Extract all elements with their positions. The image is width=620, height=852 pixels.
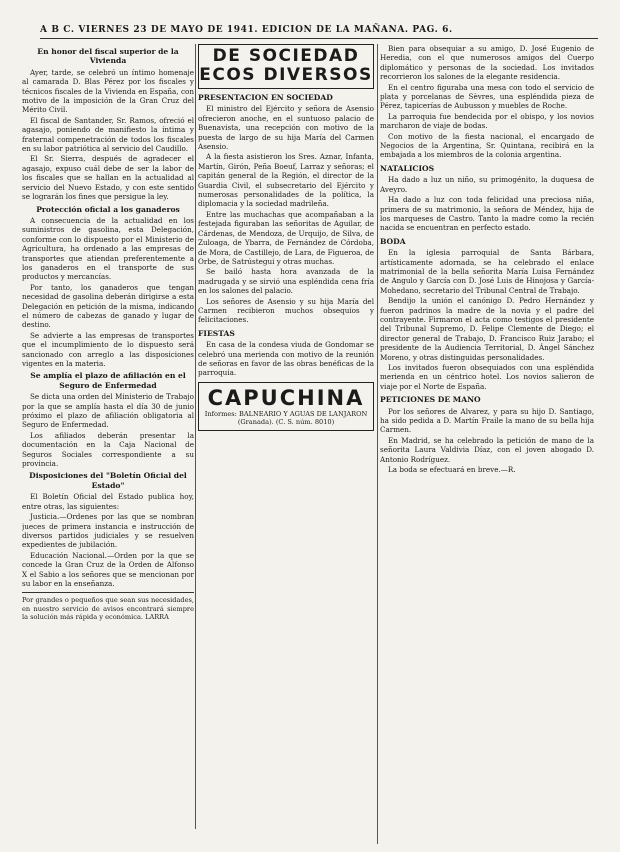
headline-boda: BODA (380, 236, 406, 246)
headline-vivienda: En honor del fiscal superior de la Vivienda (37, 47, 179, 66)
paragraph: Ayer, tarde, se celebró un íntimo homenaje al camarada D. Blas Pérez por los fiscales y técnicos fiscales de la Vivienda en España, con motivo de la imposición de la Gran Cruz del Mérito Civil. (22, 67, 194, 115)
paragraph: Se bailó hasta hora avanzada de la madrugada y se sirvió una espléndida cena fría en los salones del palacio. (198, 267, 374, 296)
headline-presentacion: PRESENTACION EN SOCIEDAD (198, 93, 333, 102)
header-text: A B C. VIERNES 23 DE MAYO DE 1941. EDICION DE LA MAÑANA. PAG. 6. (40, 25, 453, 35)
banner-title-1: DE SOCIEDAD (212, 46, 360, 66)
paragraph: Bendijo la unión el canónigo D. Pedro Hernández y fueron padrinos la madre de la novia y el padre del contrayente. Firmaron el acta como testigos el presidente del Tribunal Supremo, D. Felipe Clemente de Diego; el director general de Trabajo, D. Francisco Ruiz Jarabo; el presidente de la Audiencia Territorial, D. Ángel Sánchez Moreno, y otras distinguidas personalidades. (380, 296, 594, 362)
paragraph: Los señores de Asensio y su hija María del Carmen recibieron muchos obsequios y felicitaciones. (198, 296, 374, 325)
paragraph: A la fiesta asistieron los Sres. Aznar, Infanta, Martín, Girón, Peña Boeuf, Larraz y señoras; el capitán general de la Región, el director de la Guardia Civil, el subsecretario del Ejército y numerosas personalidades de la política, la diplomacia y la sociedad madrileña. (198, 152, 374, 209)
paragraph: Los invitados fueron obsequiados con una espléndida merienda en un céntrico hotel. Los novios salieron de viaje por el Norte de España. (380, 363, 594, 391)
paragraph: En el centro figuraba una mesa con todo el servicio de plata y porcelanas de Sèvres, una espléndida pieza de Pérez, tapicerías de Aubusson y muebles de Roche. (380, 82, 594, 111)
banner-title-2: ECOS DIVERSOS (199, 65, 373, 85)
paragraph: Se dicta una orden del Ministerio de Trabajo por la que se amplía hasta el día 30 de junio próximo el plazo de afiliación obligatoria al Seguro de Enfermedad. (22, 392, 194, 430)
column-center (198, 44, 374, 844)
paragraph: Bien para obsequiar a su amigo, D. José Eugenio de Heredia, con el que numerosos amigos del Cuerpo diplomático y personas de la sociedad. Los invitados recorrieron los salones de la elegante residencia. (380, 44, 594, 82)
headline-fiestas: FIESTAS (198, 328, 235, 338)
paragraph: Entre las muchachas que acompañaban a la festejada figuraban las señoritas de Aguilar, de Cárdenas, de Mendoza, de Urquijo, de Silva, de Zuloaga, de Ybarra, de Fernández de Córdoba, de Mora, de Castillejo, de Lara, de Figueroa, de Orbe, de Satrústegui y otras muchas. (198, 209, 374, 266)
paragraph: Ha dado a luz con toda felicidad una preciosa niña, primera de su matrimonio, la señora de Méndez, hija de los marqueses de Castro. Tanto la madre como la recién nacida se encuentran en perfecto estado. (380, 195, 594, 233)
ad-text: Informes: BALNEARIO Y AGUAS DE LANJARON (Granada). (C. S. núm. 8010) (204, 409, 368, 427)
paragraph: El fiscal de Santander, Sr. Ramos, ofreció el agasajo, poniendo de manifiesto la íntima y fraternal compenetración de todos los fiscales en su labor patriótica al servicio del Caudillo. (22, 115, 194, 154)
footer-note: Por grandes o pequeños que sean sus necesidades, en nuestro servicio de avisos encontrará siempre la solución más rápida y económica. LARRA (22, 592, 194, 621)
column-divider-2 (377, 44, 378, 844)
page-header (40, 22, 598, 39)
paragraph: Se advierte a las empresas de transportes que el incumplimiento de lo dispuesto será sancionado con arreglo a las disposiciones vigentes en la materia. (22, 330, 194, 368)
paragraph: Por los señores de Alvarez, y para su hijo D. Santiago, ha sido pedida a D. Martín Fraile la mano de su bella hija Carmen. (380, 406, 594, 435)
paragraph: Justicia.—Ordenes por las que se nombran jueces de primera instancia e instrucción de diversos partidos judiciales y se resuelven expedientes de jubilación. (22, 512, 194, 550)
headline-peticiones: PETICIONES DE MANO (380, 395, 481, 405)
section-banner (198, 44, 374, 89)
headline-boletin: Disposiciones del "Boletín Oficial del Estado" (29, 471, 187, 490)
column-left (22, 44, 194, 844)
paragraph: En Madrid, se ha celebrado la petición de mano de la señorita Laura Valdivia Díaz, con el joven abogado D. Antonio Rodríguez. (380, 435, 594, 464)
paragraph: Los afiliados deberán presentar la documentación en la Caja Nacional de Seguros Sociales correspondiente a su provincia. (22, 430, 194, 469)
paragraph: El Sr. Sierra, después de agradecer el agasajo, expuso cuál debe de ser la labor de los fiscales que se hallan en la actualidad al servicio del Nuevo Estado, y con este sentido se lograrán los fines que persigue la ley. (22, 154, 194, 202)
advertisement-box (198, 382, 374, 431)
paragraph: A consecuencia de la actualidad en los suministros de gasolina, esta Delegación, conforme con lo dispuesto por el Ministerio de Agricultura, ha ordenado a las empresas de transportes que atiendan preferentemente a los ganaderos en el transporte de sus productos y mercancías. (22, 215, 194, 282)
headline-ganaderos: Protección oficial a los ganaderos (36, 204, 180, 214)
paragraph: La parroquia fue bendecida por el obispo, y los novios marcharon de viaje de bodas. (380, 111, 594, 131)
paragraph: En la iglesia parroquial de Santa Bárbara, artísticamente adornada, se ha celebrado el enlace matrimonial de la bella señorita María Luisa Fernández de Angulo y García con D. José Luis de Hinojosa y García-Mohedano, secretario del Tribunal Central de Trabajo. (380, 248, 594, 295)
column-right (380, 44, 594, 852)
paragraph: Ha dado a luz un niño, su primogénito, la duquesa de Aveyro. (380, 175, 594, 194)
paragraph: Por tanto, los ganaderos que tengan necesidad de gasolina deberán dirigirse a esta Delegación en petición de la misma, indicando el número de cabezas de ganado y lugar de destino. (22, 282, 194, 330)
paragraph: El ministro del Ejército y señora de Asensio ofrecieron anoche, en el suntuoso palacio de Buenavista, una recepción con motivo de la puesta de largo de su hija María del Carmen Asensio. (198, 104, 374, 152)
paragraph: En casa de la condesa viuda de Gondomar se celebró una merienda con motivo de la reunión de señoras en favor de las obras benéficas de la parroquia. (198, 340, 374, 378)
paragraph: La boda se efectuará en breve.—R. (388, 465, 516, 475)
paragraph: El Boletín Oficial del Estado publica hoy, entre otras, las siguientes: (22, 492, 194, 511)
headline-seguro: Se amplía el plazo de afiliación en el Seguro de Enfermedad (30, 371, 186, 390)
headline-natalicios: NATALICIOS (380, 163, 435, 173)
paragraph: Educación Nacional.—Orden por la que se concede la Gran Cruz de la Orden de Alfonso X el Sabio a los señores que se mencionan por su labor en la enseñanza. (22, 550, 194, 588)
column-divider-1 (195, 44, 196, 829)
ad-title: CAPUCHINA (207, 385, 365, 410)
paragraph: Con motivo de la fiesta nacional, el encargado de Negocios de la Argentina, Sr. Quintana, recibirá en la embajada a los miembros de la colonia argentina. (380, 131, 594, 160)
